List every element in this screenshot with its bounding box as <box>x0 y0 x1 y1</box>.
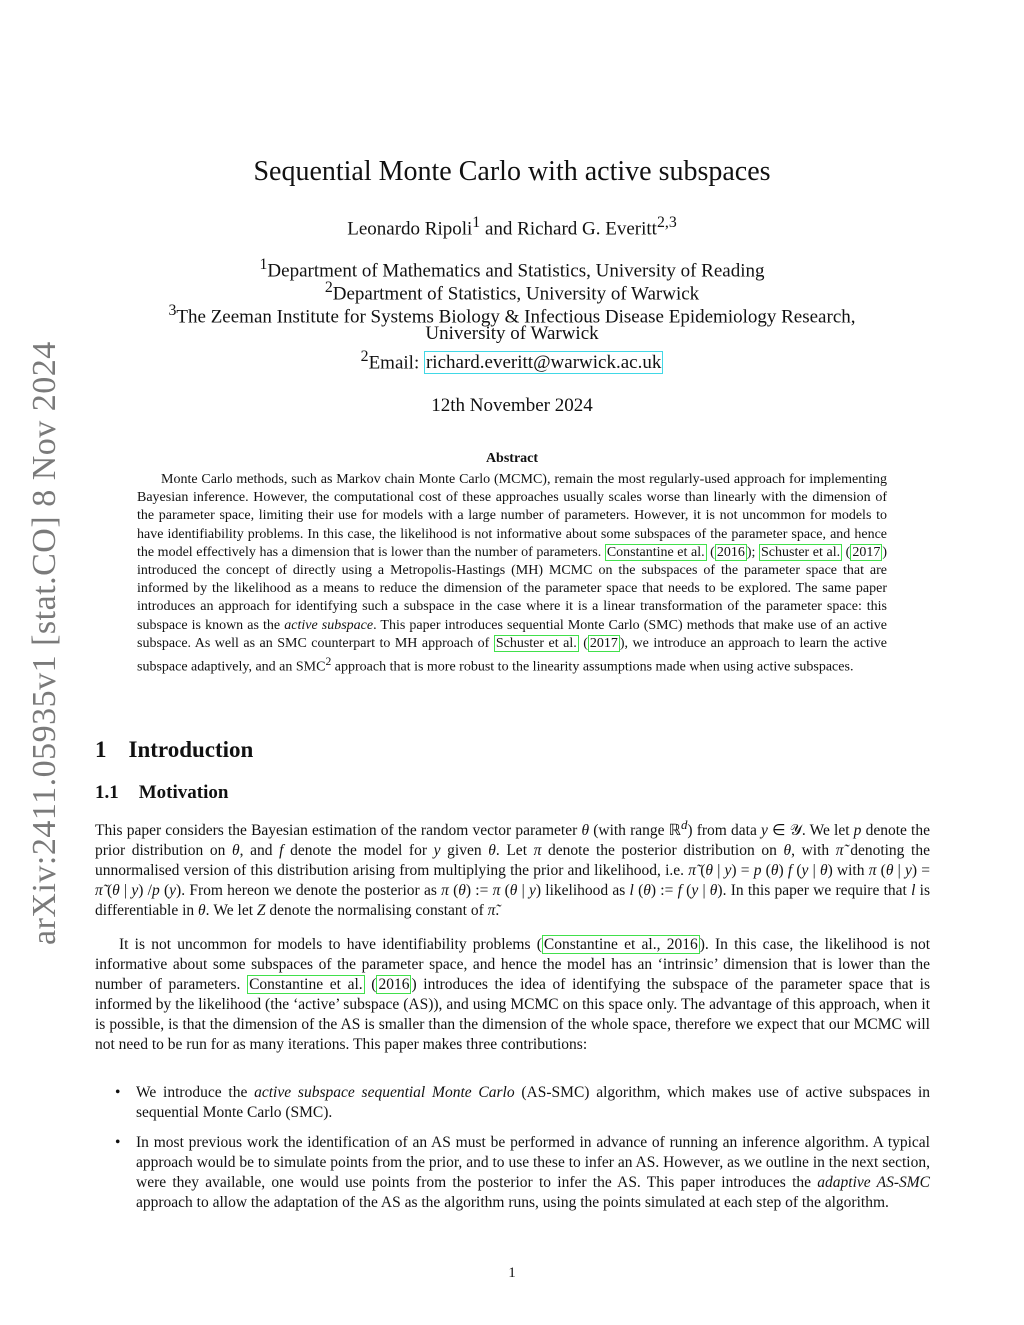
list-item-emphasis: adaptive AS-SMC <box>817 1174 930 1191</box>
author-affiliation-mark: 1 <box>472 214 481 231</box>
affiliation-line <box>0 322 1024 345</box>
citation-link[interactable]: Constantine et al. <box>606 544 705 560</box>
citation-link[interactable]: Constantine et al., 2016 <box>543 936 698 953</box>
email-link[interactable]: richard.everitt@warwick.ac.uk <box>425 352 662 374</box>
citation-year-link[interactable]: 2016 <box>716 544 745 560</box>
affiliation-text: The Zeeman Institute for Systems Biology & Infectious Disease Epidemiology Research, <box>176 306 856 328</box>
citation-link[interactable]: Schuster et al. <box>761 544 841 560</box>
paragraph-segment: ). In this case, the likelihood is not informative about some subspaces of the parameter space, and hence the model has an ‘intrinsic’ dimension that is lower than the number of parameters. <box>95 936 931 993</box>
abstract-emphasis: active subspace <box>284 617 374 633</box>
abstract-segment: approach that is more robust to the linearity assumptions made when using active subspaces. <box>331 659 854 675</box>
author-name: Richard G. Everitt <box>517 218 657 240</box>
abstract-heading: Abstract <box>485 451 539 466</box>
bullet-icon: • <box>115 1134 121 1151</box>
author-affiliation-mark: 2,3 <box>656 214 677 231</box>
page-number: 1 <box>508 1265 516 1281</box>
author-conjunction: and <box>480 218 518 240</box>
email-mark: 2 <box>360 348 369 365</box>
section-number: 1 <box>95 737 107 762</box>
list-item-emphasis: active subspace sequential Monte Carlo <box>254 1084 515 1101</box>
abstract-segment: introduced the concept of directly using a Metropolis-Hastings (MH) MCMC on the subspaces of the parameter space that are informed by the likelihood as a means to reduce the dimension of the parameter space that needs to be explored. The same paper introduces an approach for identifying such a subspace in the case where it is a linear transformation of the parameter space: this subspace is known as the <box>137 563 887 633</box>
body-paragraph: This paper considers the Bayesian estimation of the random vector parameter θ (with range ℝ$^d$) from data y ∈ 𝒴. We let p denote the prior distribution on θ, and f denote the model for y given θ. Let π denote the posterior distribution on θ, with π̃ denoting the unnormalised version of this distribution arising from multiplying the prior and likelihood, i.e. π̃ (θ | y) = p (θ) f (y | θ) with π (θ | y) = π̃ (θ | y) /p (y). From hereon we denote the posterior as π (θ) := π (θ | y) likelihood as l (θ) := f (y | θ). In this paper we require that l is differentiable in θ. We let Z denote the normalising constant of π̃. <box>95 817 930 920</box>
citation-link[interactable]: Schuster et al. <box>495 635 577 651</box>
section-heading <box>95 737 253 763</box>
abstract-superscript: 2 <box>325 655 332 669</box>
citation-year-link[interactable]: 2017 <box>589 635 618 651</box>
author-line <box>0 211 1024 240</box>
contributions-list <box>95 1083 930 1223</box>
email-label: Email: <box>368 352 424 374</box>
arxiv-identifier[interactable]: arXiv:2411.05935v1 [stat.CO] 8 Nov 2024 <box>26 341 63 945</box>
affiliation-mark: 3 <box>168 302 177 319</box>
paragraph-segment: It is not uncommon for models to have identifiability problems ( <box>119 936 542 953</box>
citation-year-link[interactable]: 2017 <box>852 544 881 560</box>
paper-date: 12th November 2024 <box>431 395 593 416</box>
list-item <box>95 1133 930 1213</box>
bullet-icon: • <box>115 1084 121 1101</box>
list-item-text: approach to allow the adaptation of the AS as the algorithm runs, using the points simulated at each step of the algorithm. <box>136 1194 889 1211</box>
affiliation-mark: 2 <box>324 279 333 296</box>
section-title: Introduction <box>128 737 254 762</box>
abstract-segment: . This paper introduces sequential Monte Carlo (SMC) methods that make use of an active subspace. As well as an SMC counterpart to MH approach of <box>137 617 887 651</box>
paper-title: Sequential Monte Carlo with active subspaces <box>253 156 771 187</box>
abstract-text: Monte Carlo methods, such as Markov chain Monte Carlo (MCMC), remain the most regularly-used approach for implementing Bayesian inference. However, the computational cost of these approaches usually scales worse than linearly with the dimension of the parameter space, limiting their use for models with a large number of parameters. However, it is not uncommon for models to have identifiability problems. In this case, the likelihood is not informative about some subspaces of the parameter space, and hence the model effectively has a dimension that is lower than the number of parameters. Constantine et al. ( 2016 ); Schuster et al. ( 2017 ) introduced the concept of directly using a Metropolis-Hastings (MH) MCMC on the subspaces of the parameter space that are informed by the likelihood as a means to reduce the dimension of the parameter space that needs to be explored. The same paper introduces an approach for identifying such a subspace in the case where it is a linear transformation of the parameter space: this subspace is known as the active subspace. This paper introduces sequential Monte Carlo (SMC) methods that make use of an active subspace. As well as an SMC counterpart to MH approach of Schuster et al. ( 2017 ), we introduce an approach to learn the active subspace adaptively, and an SMC$^2$ approach that is more robust to the linearity assumptions made when using active subspaces. <box>137 472 888 675</box>
list-item-text: We introduce the <box>136 1084 255 1101</box>
affiliation-mark: 1 <box>259 256 268 273</box>
citation-link[interactable]: Constantine et al. <box>249 976 363 993</box>
email-line <box>0 345 1024 374</box>
subsection-title: Motivation <box>138 782 229 803</box>
subsection-number: 1.1 <box>95 782 119 803</box>
list-item-text: In most previous work the identification of an AS must be performed in advance of running an inference algorithm. A typical approach would be to simulate points from the prior, and to use these to infer an AS. However, as we outline in the next section, were they available, one would use points from the posterior to infer the AS. This paper introduces the <box>136 1134 930 1191</box>
abstract-segment: ; <box>751 544 759 560</box>
abstract-segment: Monte Carlo methods, such as Markov chain Monte Carlo (MCMC), remain the most regularly-used approach for implementing Bayesian inference. However, the computational cost of these approaches usually scales worse than linearly with the dimension of the parameter space, limiting their use for models with a large number of parameters. However, it is not uncommon for models to have identifiability problems. In this case, the likelihood is not informative about some subspaces of the parameter space, and hence the model effectively has a dimension that is lower than the number of parameters. <box>137 472 887 560</box>
list-item-text: (AS-SMC) algorithm, which makes use of active subspaces in sequential Monte Carlo (SMC). <box>136 1084 931 1121</box>
affiliation-text: Department of Statistics, University of Warwick <box>332 283 700 305</box>
list-item <box>95 1083 930 1123</box>
subsection-heading <box>95 782 228 804</box>
affiliation-text: Department of Mathematics and Statistics, University of Reading <box>267 260 765 282</box>
citation-year-link[interactable]: 2016 <box>378 976 410 993</box>
abstract-segment: , we introduce an approach to learn the active subspace adaptively, and an SMC <box>137 635 887 675</box>
paragraph-segment: introduces the idea of identifying the subspace of the parameter space that is informed by the likelihood (the ‘active’ subspace (AS)), and using MCMC on this space only. The advantage of this approach, when it is possible, is that the dimension of the AS is smaller than the dimension of the whole space, therefore we expect that our MCMC will not need to be run for as many iterations. This paper makes three contributions: <box>95 976 930 1053</box>
body-paragraph: It is not uncommon for models to have identifiability problems ( Constantine et al., 2016 ). In this case, the likelihood is not informative about some subspaces of the parameter space, and hence the model has an ‘intrinsic’ dimension that is lower than the number of parameters. Constantine et al. ( 2016 ) introduces the idea of identifying the subspace of the parameter space that is informed by the likelihood (the ‘active’ subspace (AS)), and using MCMC on this space only. The advantage of this approach, when it is possible, is that the dimension of the AS is smaller than the dimension of the whole space, therefore we expect that our MCMC will not need to be run for as many iterations. This paper makes three contributions: <box>95 936 931 1053</box>
affiliation-text: University of Warwick <box>425 323 599 344</box>
author-name: Leonardo Ripoli <box>347 218 473 240</box>
